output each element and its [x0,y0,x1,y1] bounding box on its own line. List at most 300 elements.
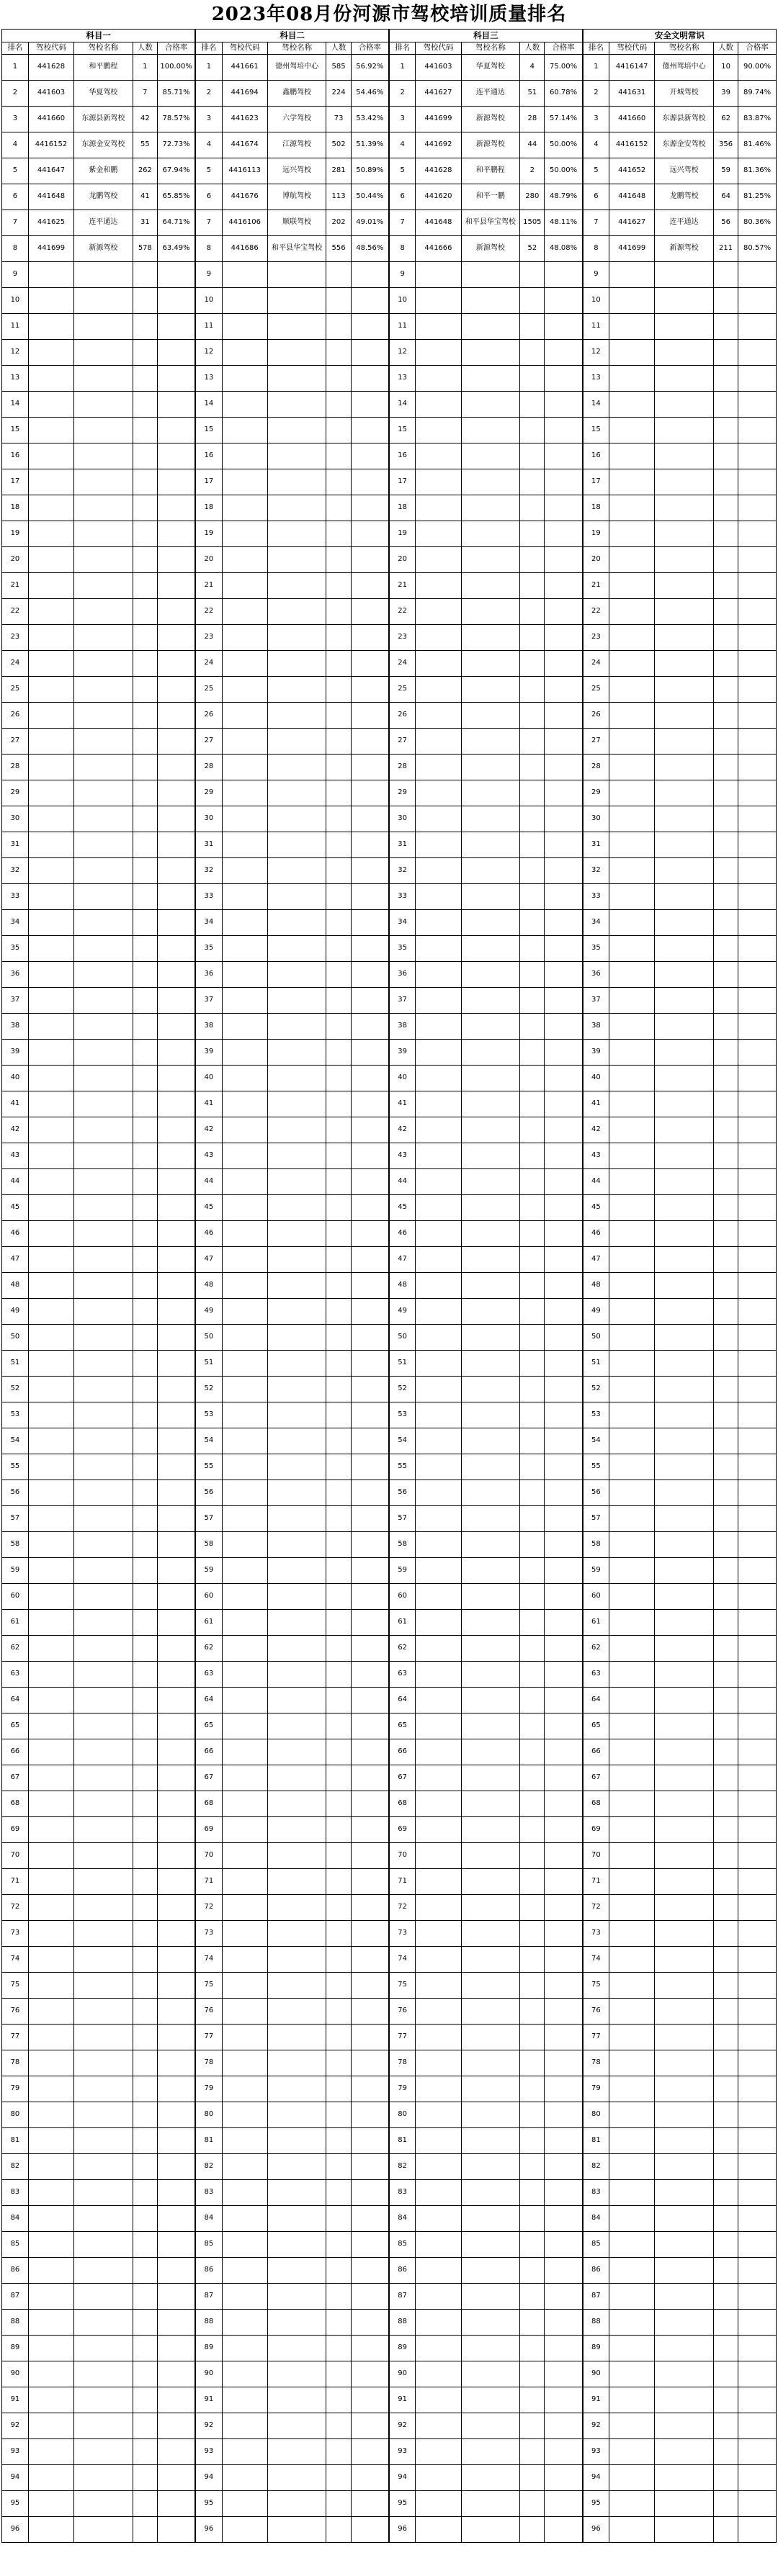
rank-cell: 19 [2,521,29,547]
pass-rate-cell [545,2336,583,2361]
header-rate: 合格率 [157,42,195,55]
pass-rate-cell: 50.89% [351,158,389,184]
rank-cell: 61 [583,1610,609,1636]
pass-rate-cell [157,1221,195,1247]
school-name-cell [74,521,133,547]
rank-cell: 76 [389,1999,416,2025]
count-cell: 44 [520,132,545,158]
table-row [2,2310,777,2336]
pass-rate-cell [545,1713,583,1739]
school-code-cell [416,1817,461,1843]
school-code-cell [222,1973,267,1999]
school-name-cell [74,2180,133,2206]
rank-cell: 63 [195,1662,222,1688]
school-name-cell [267,2517,326,2543]
school-name-cell [655,1454,714,1480]
school-code-cell [609,418,655,443]
pass-rate-cell [157,1532,195,1558]
count-cell [520,2232,545,2258]
table-row [2,1040,777,1066]
rank-cell: 80 [195,2102,222,2128]
count-cell [133,495,157,521]
school-name-cell [267,1351,326,1377]
school-code-cell [416,1066,461,1091]
school-name-cell [267,1558,326,1584]
count-cell: 41 [133,184,157,210]
count-cell [133,1610,157,1636]
rank-cell: 76 [2,1999,29,2025]
table-row [2,288,777,314]
school-name-cell: 博航驾校 [267,184,326,210]
school-name-cell [74,418,133,443]
pass-rate-cell [157,418,195,443]
count-cell [713,2491,738,2517]
rank-cell: 17 [2,469,29,495]
rank-cell: 30 [2,806,29,832]
school-name-cell [74,832,133,858]
count-cell [133,1299,157,1325]
school-name-cell [461,2154,520,2180]
pass-rate-cell [351,418,389,443]
school-name-cell [461,2387,520,2413]
count-cell [713,2310,738,2336]
rank-cell: 9 [389,262,416,288]
school-name-cell: 东源金安驾校 [74,132,133,158]
school-code-cell [609,1921,655,1947]
rank-cell: 73 [583,1921,609,1947]
rank-cell: 73 [389,1921,416,1947]
pass-rate-cell [157,2232,195,2258]
school-code-cell [609,262,655,288]
school-code-cell [222,1428,267,1454]
count-cell [133,573,157,599]
pass-rate-cell [351,1765,389,1791]
rank-cell: 16 [2,443,29,469]
school-name-cell [267,1402,326,1428]
school-code-cell [416,1247,461,1273]
pass-rate-cell [351,1091,389,1117]
school-name-cell [655,340,714,366]
school-name-cell [267,1454,326,1480]
school-code-cell [28,262,73,288]
rank-cell: 96 [389,2517,416,2543]
count-cell [133,936,157,962]
pass-rate-cell [351,1143,389,1169]
school-name-cell [74,366,133,392]
table-row [2,1428,777,1454]
count-cell [133,1532,157,1558]
rank-cell: 48 [2,1273,29,1299]
rank-cell: 24 [2,651,29,677]
rank-cell: 31 [2,832,29,858]
pass-rate-cell [545,314,583,340]
pass-rate-cell [351,495,389,521]
school-code-cell [609,910,655,936]
table-row [2,988,777,1014]
school-code-cell [609,1377,655,1402]
rank-cell: 58 [2,1532,29,1558]
count-cell [326,392,351,418]
rank-cell: 96 [195,2517,222,2543]
school-name-cell [461,2232,520,2258]
school-name-cell [74,1325,133,1351]
count-cell [326,1351,351,1377]
count-cell [713,1480,738,1506]
school-code-cell [416,1973,461,1999]
school-name-cell [267,1377,326,1402]
school-name-cell [74,1843,133,1869]
count-cell [326,988,351,1014]
school-code-cell [416,2439,461,2465]
rank-cell: 81 [195,2128,222,2154]
school-name-cell [267,547,326,573]
school-name-cell: 新源驾校 [655,236,714,262]
rank-cell: 75 [2,1973,29,1999]
rank-cell: 32 [195,858,222,884]
school-name-cell [267,469,326,495]
school-code-cell [28,1662,73,1688]
rank-cell: 4 [2,132,29,158]
pass-rate-cell [351,1169,389,1195]
pass-rate-cell [351,2491,389,2517]
school-code-cell [222,1817,267,1843]
school-name-cell [74,340,133,366]
count-cell [713,1299,738,1325]
school-name-cell [655,1402,714,1428]
pass-rate-cell [738,1169,777,1195]
rank-cell: 67 [389,1765,416,1791]
school-code-cell: 441628 [28,55,73,81]
school-name-cell [655,1351,714,1377]
school-code-cell [609,2465,655,2491]
pass-rate-cell [351,366,389,392]
pass-rate-cell [545,418,583,443]
pass-rate-cell [351,1636,389,1662]
pass-rate-cell [157,1921,195,1947]
school-code-cell [28,2336,73,2361]
school-name-cell: 紫金和鹏 [74,158,133,184]
pass-rate-cell [157,1636,195,1662]
school-code-cell [28,2284,73,2310]
count-cell: 51 [520,81,545,107]
count-cell [520,547,545,573]
school-name-cell [74,547,133,573]
school-code-cell [609,1091,655,1117]
school-name-cell [267,1765,326,1791]
school-code-cell [28,1532,73,1558]
pass-rate-cell [738,1299,777,1325]
school-name-cell: 龙鹏驾校 [655,184,714,210]
pass-rate-cell [738,418,777,443]
school-code-cell [416,729,461,755]
pass-rate-cell [545,1532,583,1558]
school-code-cell [222,366,267,392]
count-cell [326,625,351,651]
count-cell [326,1558,351,1584]
pass-rate-cell [157,1247,195,1273]
count-cell [520,1454,545,1480]
pass-rate-cell [351,858,389,884]
count-cell [520,1817,545,1843]
school-code-cell [222,2025,267,2050]
pass-rate-cell [351,2413,389,2439]
school-code-cell [416,340,461,366]
rank-cell: 27 [2,729,29,755]
pass-rate-cell [351,599,389,625]
rank-cell: 60 [389,1584,416,1610]
school-name-cell [655,1506,714,1532]
pass-rate-cell [157,651,195,677]
school-code-cell: 441674 [222,132,267,158]
school-name-cell [74,2050,133,2076]
pass-rate-cell [351,521,389,547]
school-name-cell [655,2206,714,2232]
pass-rate-cell [157,1895,195,1921]
school-name-cell [267,418,326,443]
pass-rate-cell [545,2465,583,2491]
school-code-cell [416,2050,461,2076]
rank-cell: 75 [195,1973,222,1999]
count-cell [326,936,351,962]
count-cell [326,1428,351,1454]
count-cell [520,858,545,884]
pass-rate-cell [157,703,195,729]
school-code-cell [28,2310,73,2336]
school-name-cell [655,1325,714,1351]
school-code-cell [609,1610,655,1636]
rank-cell: 15 [583,418,609,443]
rank-cell: 68 [389,1791,416,1817]
rank-cell: 53 [195,1402,222,1428]
count-cell [326,1195,351,1221]
school-code-cell [609,366,655,392]
rank-cell: 52 [195,1377,222,1402]
school-code-cell [609,625,655,651]
school-code-cell: 441699 [28,236,73,262]
school-name-cell [655,2102,714,2128]
pass-rate-cell [157,2439,195,2465]
count-cell [133,2439,157,2465]
rank-cell: 38 [195,1014,222,1040]
table-row [2,858,777,884]
pass-rate-cell [738,1195,777,1221]
pass-rate-cell [157,288,195,314]
count-cell: 55 [133,132,157,158]
rank-cell: 4 [389,132,416,158]
school-name-cell: 和平鹏程 [461,158,520,184]
school-name-cell [267,521,326,547]
school-name-cell [74,1247,133,1273]
count-cell [133,1454,157,1480]
school-code-cell [609,2050,655,2076]
count-cell [520,625,545,651]
rank-cell: 46 [195,1221,222,1247]
table-row [2,1817,777,1843]
pass-rate-cell: 50.44% [351,184,389,210]
rank-cell: 14 [389,392,416,418]
header-rate: 合格率 [738,42,777,55]
rank-cell: 12 [2,340,29,366]
school-name-cell [74,469,133,495]
table-row [2,910,777,936]
pass-rate-cell [157,1091,195,1117]
count-cell [133,2206,157,2232]
pass-rate-cell: 60.78% [545,81,583,107]
rank-cell: 35 [2,936,29,962]
pass-rate-cell [351,988,389,1014]
count-cell [520,884,545,910]
school-code-cell [416,366,461,392]
school-code-cell [416,443,461,469]
rank-cell: 55 [583,1454,609,1480]
school-code-cell: 441686 [222,236,267,262]
school-code-cell [609,858,655,884]
count-cell [133,1791,157,1817]
count-cell [713,1117,738,1143]
school-name-cell [267,2310,326,2336]
rank-cell: 65 [583,1713,609,1739]
school-name-cell [655,1895,714,1921]
table-row [2,469,777,495]
pass-rate-cell [351,1895,389,1921]
rank-cell: 18 [2,495,29,521]
school-code-cell [609,469,655,495]
rank-cell: 20 [2,547,29,573]
school-name-cell [74,1377,133,1402]
count-cell [133,1765,157,1791]
school-code-cell [609,599,655,625]
rank-cell: 78 [195,2050,222,2076]
count-cell [326,1299,351,1325]
rank-cell: 5 [195,158,222,184]
pass-rate-cell [738,1895,777,1921]
rank-cell: 43 [195,1143,222,1169]
school-name-cell [267,1169,326,1195]
rank-cell: 41 [389,1091,416,1117]
school-code-cell [609,1325,655,1351]
school-code-cell [28,1428,73,1454]
table-row [2,495,777,521]
count-cell [713,910,738,936]
school-code-cell [28,2439,73,2465]
pass-rate-cell [157,443,195,469]
school-name-cell [74,1143,133,1169]
pass-rate-cell [157,936,195,962]
school-name-cell: 新源驾校 [74,236,133,262]
rank-cell: 88 [583,2310,609,2336]
rank-cell: 16 [583,443,609,469]
rank-cell: 38 [389,1014,416,1040]
school-code-cell [416,1739,461,1765]
pass-rate-cell [545,2361,583,2387]
table-row [2,1688,777,1713]
pass-rate-cell [351,703,389,729]
rank-cell: 25 [583,677,609,703]
rank-cell: 40 [195,1066,222,1091]
school-code-cell: 441648 [416,210,461,236]
rank-cell: 7 [2,210,29,236]
rank-cell: 39 [2,1040,29,1066]
count-cell [326,1947,351,1973]
school-code-cell [222,677,267,703]
count-cell [133,2232,157,2258]
pass-rate-cell [351,314,389,340]
pass-rate-cell [351,2258,389,2284]
school-code-cell [222,1921,267,1947]
pass-rate-cell [738,288,777,314]
rank-cell: 75 [389,1973,416,1999]
rank-cell: 46 [389,1221,416,1247]
count-cell [133,314,157,340]
pass-rate-cell [545,573,583,599]
school-code-cell [222,2465,267,2491]
school-code-cell [28,599,73,625]
table-row [2,1273,777,1299]
school-name-cell [74,1273,133,1299]
count-cell [326,755,351,780]
count-cell [326,884,351,910]
count-cell [326,495,351,521]
school-name-cell [655,1662,714,1688]
school-name-cell [461,2180,520,2206]
count-cell [133,2154,157,2180]
pass-rate-cell [545,2232,583,2258]
rank-cell: 96 [583,2517,609,2543]
table-row [2,1843,777,1869]
school-name-cell: 新源驾校 [461,107,520,132]
school-code-cell [609,1765,655,1791]
count-cell [520,1584,545,1610]
rank-cell: 70 [389,1843,416,1869]
count-cell [133,2465,157,2491]
table-row [2,2154,777,2180]
school-name-cell [461,1688,520,1713]
count-cell [520,910,545,936]
rank-cell: 90 [2,2361,29,2387]
pass-rate-cell [157,340,195,366]
count-cell [326,910,351,936]
pass-rate-cell [157,1402,195,1428]
count-cell [326,1247,351,1273]
school-code-cell [609,1973,655,1999]
school-code-cell [222,910,267,936]
rank-cell: 15 [389,418,416,443]
rank-cell: 53 [583,1402,609,1428]
school-name-cell [267,2361,326,2387]
rank-cell: 95 [195,2491,222,2517]
rank-cell: 3 [195,107,222,132]
school-name-cell [74,2258,133,2284]
school-code-cell [28,2258,73,2284]
school-name-cell [267,1895,326,1921]
school-code-cell [28,521,73,547]
school-code-cell [609,1869,655,1895]
count-cell [133,1143,157,1169]
rank-cell: 50 [2,1325,29,1351]
rank-cell: 14 [2,392,29,418]
count-cell [520,2154,545,2180]
table-row [2,1558,777,1584]
school-code-cell [609,1402,655,1428]
table-row [2,884,777,910]
pass-rate-cell [738,392,777,418]
pass-rate-cell [157,884,195,910]
count-cell [133,262,157,288]
rank-cell: 79 [583,2076,609,2102]
pass-rate-cell: 57.14% [545,107,583,132]
count-cell [713,2517,738,2543]
rank-cell: 7 [195,210,222,236]
